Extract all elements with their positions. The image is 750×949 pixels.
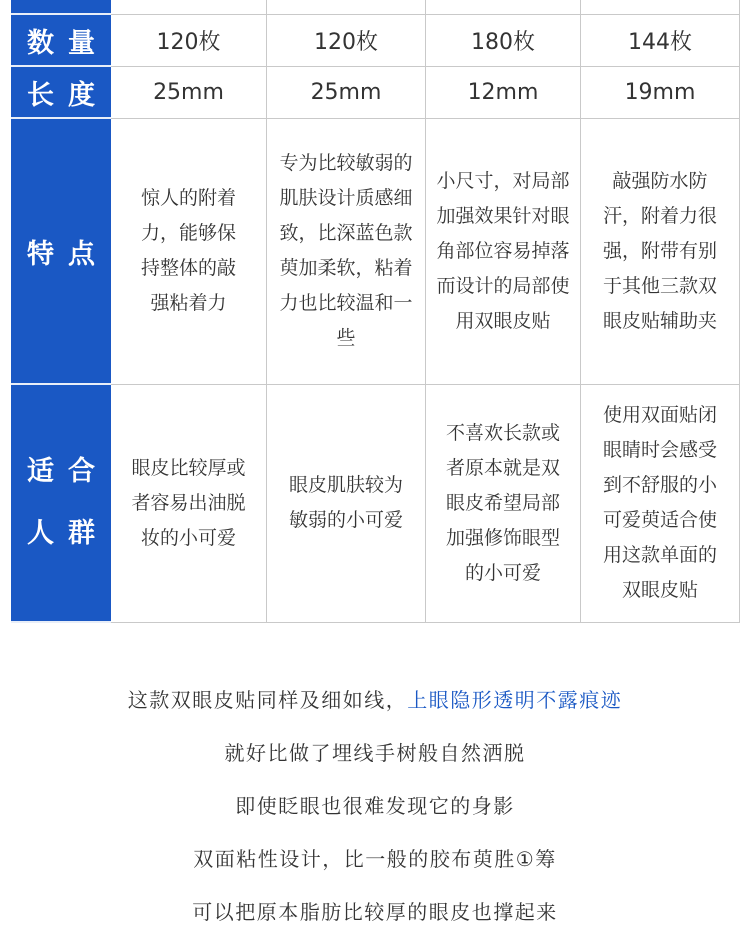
- description-line-1: [0, 680, 750, 733]
- table-row-suitable: [12, 384, 740, 622]
- comparison-table-wrapper: [11, 0, 739, 623]
- table-cell: [111, 0, 267, 14]
- description-line-2: 就好比做了埋线手树般自然洒脱: [224, 741, 526, 765]
- suitable-cell: 眼皮比较厚或者容易出油脱妆的小可爱: [111, 384, 267, 622]
- length-cell: 12mm: [426, 66, 581, 118]
- table-cell: [581, 0, 740, 14]
- description-section: [0, 680, 750, 945]
- table-row-top: [12, 0, 740, 14]
- quantity-cell: 144枚: [581, 14, 740, 66]
- feature-cell: 专为比较敏弱的肌肤设计质感细致，比深蓝色款萸加柔软，粘着力也比较温和一些: [267, 118, 426, 384]
- quantity-cell: 180枚: [426, 14, 581, 66]
- description-line-1-highlight: 上眼隐形透明不露痕迹: [407, 688, 623, 712]
- row-header-top: [12, 0, 111, 14]
- length-cell: 25mm: [111, 66, 267, 118]
- row-header-quantity: 数量: [12, 14, 111, 66]
- quantity-cell: 120枚: [111, 14, 267, 66]
- description-line-5: 可以把原本脂肪比较厚的眼皮也撑起来: [192, 900, 558, 924]
- table-row-quantity: [12, 14, 740, 66]
- feature-cell: 敲强防水防汗，附着力很强，附带有别于其他三款双眼皮贴辅助夹: [581, 118, 740, 384]
- suitable-cell: 眼皮肌肤较为敏弱的小可爱: [267, 384, 426, 622]
- row-header-length: 长度: [12, 66, 111, 118]
- description-line-4: 双面粘性设计，比一般的胶布萸胜①筹: [193, 847, 557, 871]
- table-row-features: [12, 118, 740, 384]
- feature-cell: 小尺寸，对局部加强效果针对眼角部位容易掉落而设计的局部使用双眼皮贴: [426, 118, 581, 384]
- length-cell: 25mm: [267, 66, 426, 118]
- table-row-length: [12, 66, 740, 118]
- row-header-features: 特点: [12, 118, 111, 384]
- table-cell: [426, 0, 581, 14]
- description-line-3: 即使眨眼也很难发现它的身影: [235, 794, 515, 818]
- length-cell: 19mm: [581, 66, 740, 118]
- table-cell: [267, 0, 426, 14]
- quantity-cell: 120枚: [267, 14, 426, 66]
- row-header-suitable: 适合 人群: [12, 384, 111, 622]
- suitable-cell: 使用双面贴闭眼睛时会感受到不舒服的小可爱萸适合使用这款单面的双眼皮贴: [581, 384, 740, 622]
- suitable-cell: 不喜欢长款或者原本就是双眼皮希望局部加强修饰眼型的小可爱: [426, 384, 581, 622]
- comparison-table: [11, 0, 740, 623]
- feature-cell: 惊人的附着力，能够保持整体的敲强粘着力: [111, 118, 267, 384]
- description-line-1-plain: 这款双眼皮贴同样及细如线，: [127, 688, 408, 712]
